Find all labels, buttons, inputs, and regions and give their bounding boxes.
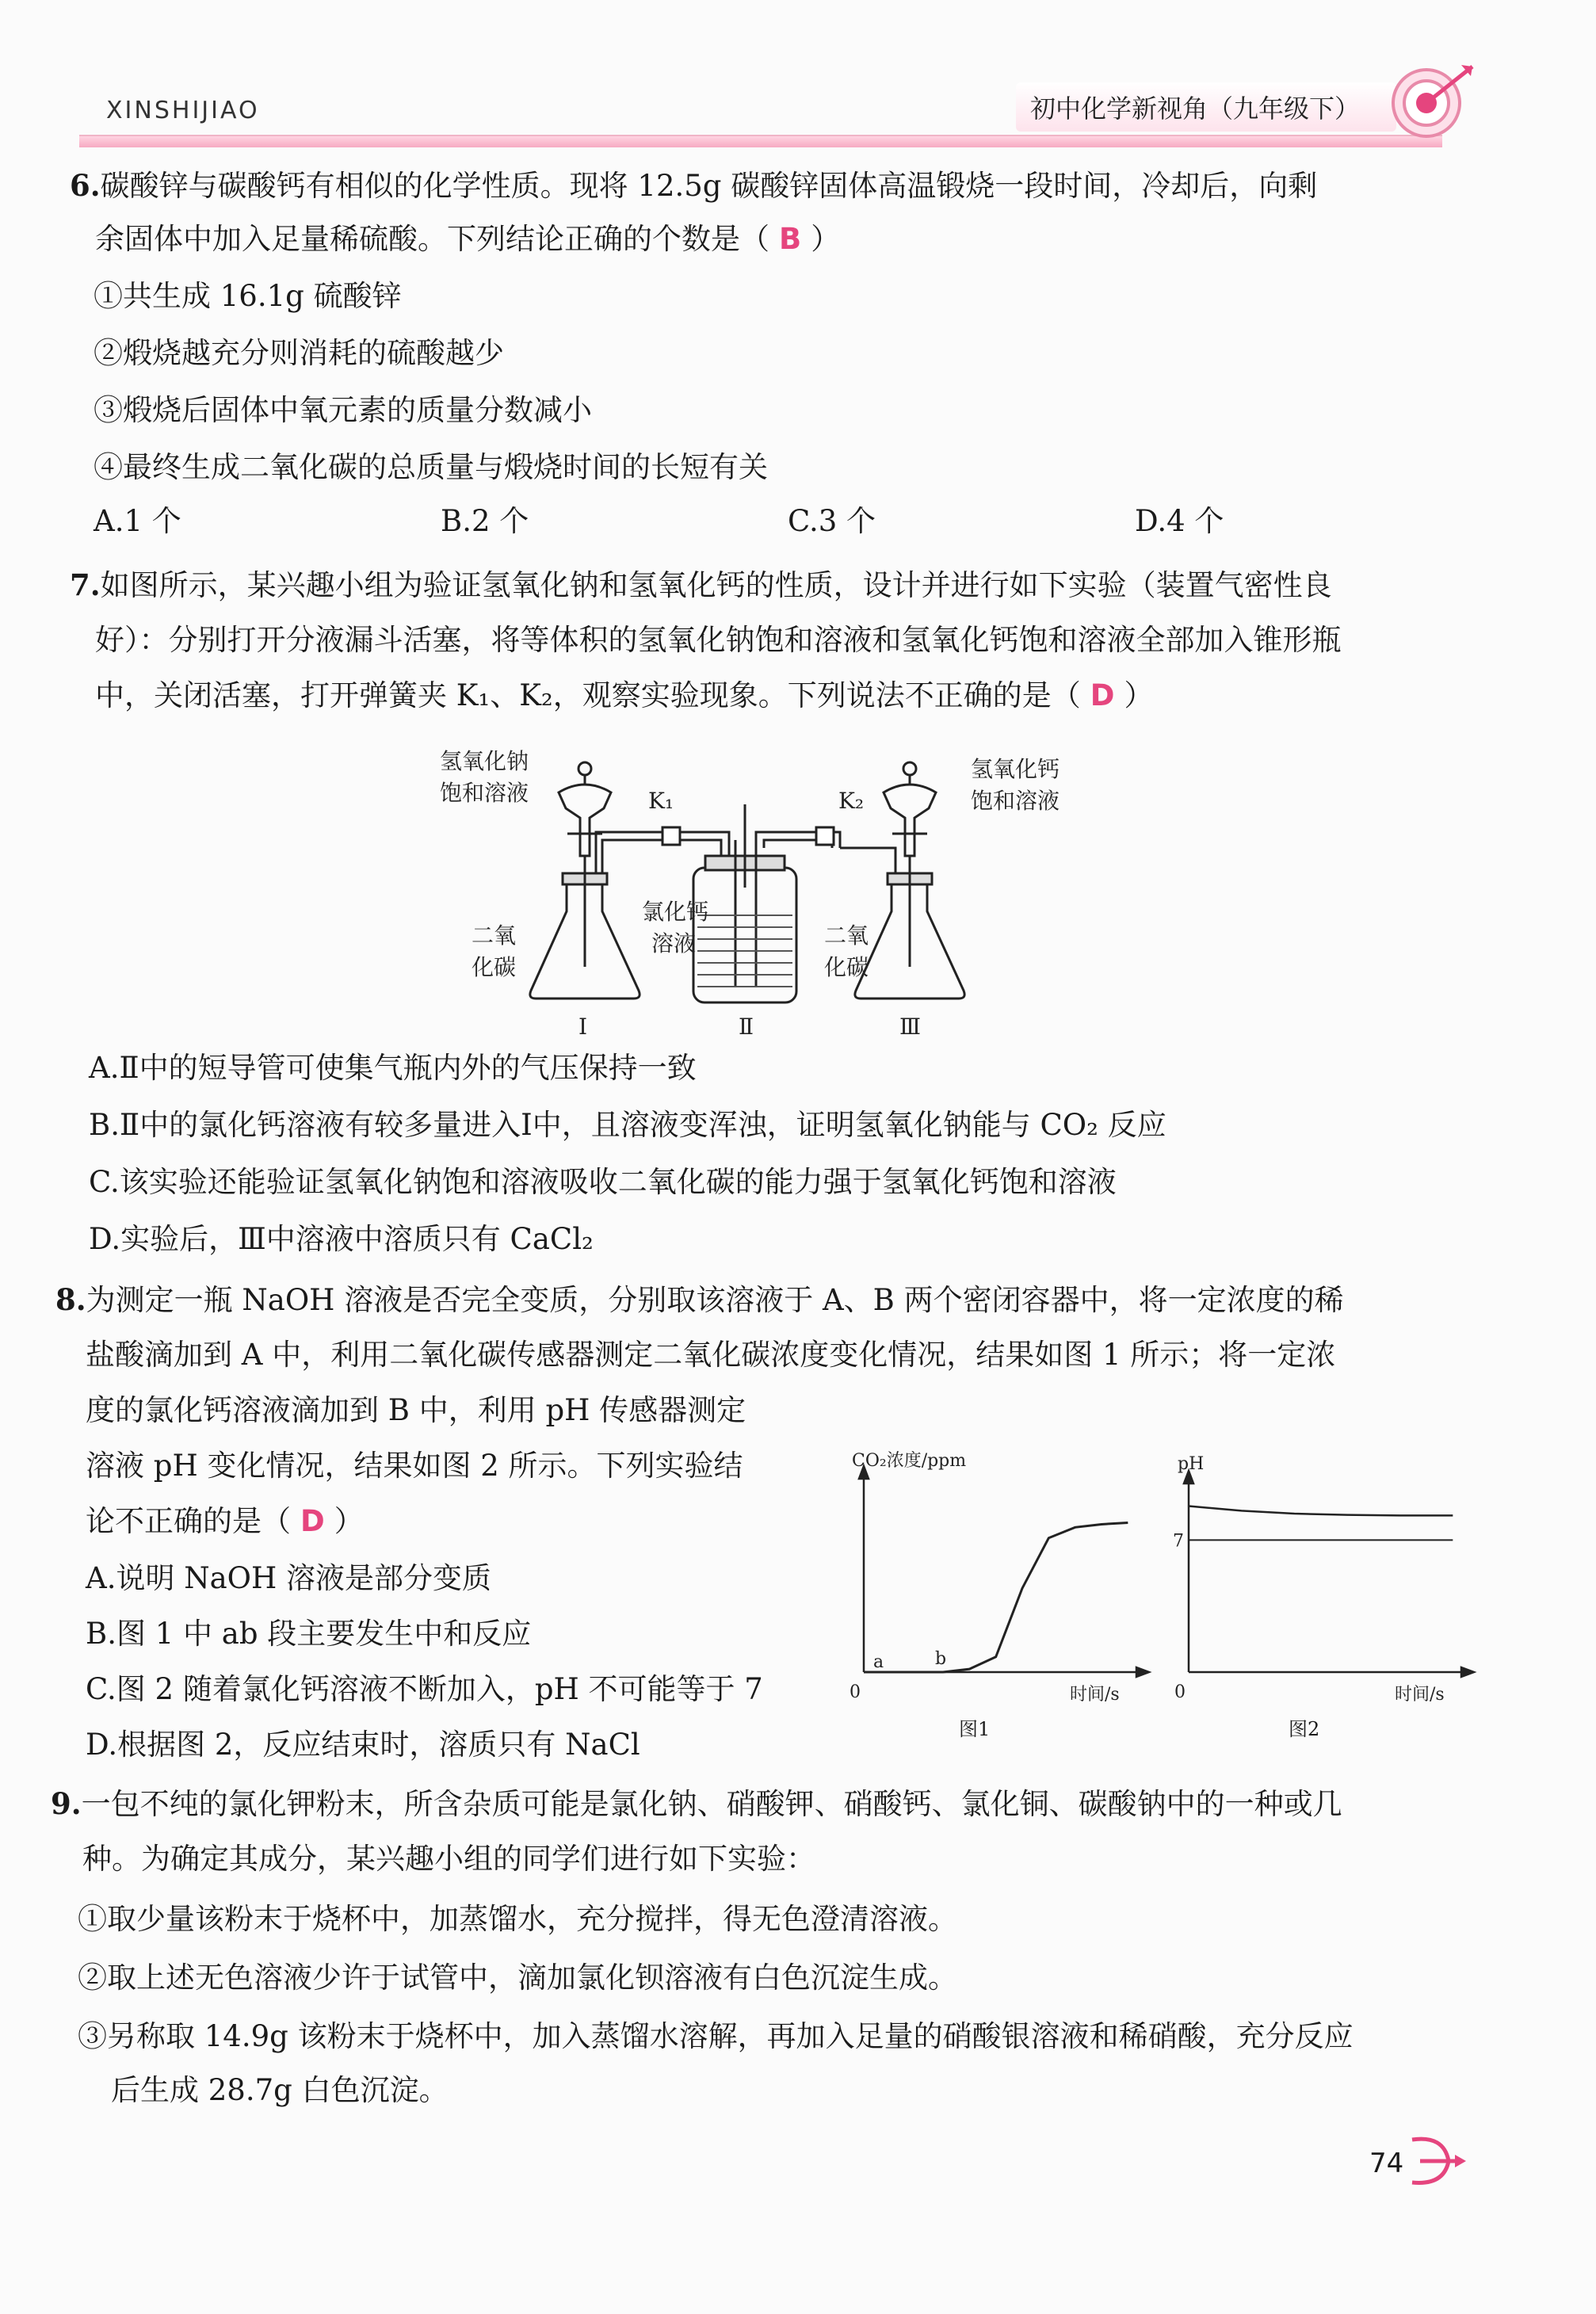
q6-option-a: A.1 个 xyxy=(94,504,181,538)
q8-stem-text5: 论不正确的是（ xyxy=(86,1504,291,1538)
separatory-funnel-3 xyxy=(884,785,936,856)
label-k2: K₂ xyxy=(838,788,865,814)
chart-figure-2 xyxy=(1165,1450,1482,1712)
q6-close-paren: ） xyxy=(811,222,841,256)
q8-option-c: C.图 2 随着氯化钙溶液不断加入，pH 不可能等于 7 xyxy=(86,1672,763,1706)
q9-step-1: ①取少量该粉末于烧杯中，加蒸馏水，充分搅拌，得无色澄清溶液。 xyxy=(78,1902,957,1936)
q8-stem-line5 xyxy=(86,1504,364,1539)
q8-close-paren: ） xyxy=(334,1504,364,1538)
chart2-caption: 图2 xyxy=(1289,1718,1320,1740)
label-co2-left-line1: 二氧 xyxy=(472,922,517,949)
q7-close-paren: ） xyxy=(1124,678,1154,712)
q6-statement-4: ④最终生成二氧化碳的总质量与煅烧时间的长短有关 xyxy=(94,450,768,484)
q6-answer: B xyxy=(779,222,802,256)
q6-number: 6. xyxy=(70,168,101,203)
label-naoh-line1: 氢氧化钠 xyxy=(440,748,529,774)
q8-stem-line1 xyxy=(55,1282,1344,1318)
q7-stem-text1: 如图所示，某兴趣小组为验证氢氧化钠和氢氧化钙的性质，设计并进行如下实验（装置气密性良 xyxy=(100,568,1332,602)
chart1-point-b: b xyxy=(935,1649,947,1669)
q7-option-a: A.Ⅱ中的短导管可使集气瓶内外的气压保持一致 xyxy=(89,1051,697,1085)
q7-stem-line3 xyxy=(95,678,1153,713)
label-co2-right-line2: 化碳 xyxy=(824,954,869,980)
q6-option-b: B.2 个 xyxy=(441,504,529,538)
chart1-point-a: a xyxy=(873,1652,884,1672)
q7-apparatus-figure xyxy=(420,729,1181,1046)
label-naoh-line2: 饱和溶液 xyxy=(440,780,529,806)
q8-answer: D xyxy=(300,1504,325,1538)
q6-statement-2: ②煅烧越充分则消耗的硫酸越少 xyxy=(94,336,504,370)
header-series-name: XINSHIJIAO xyxy=(106,97,260,124)
q8-number: 8. xyxy=(55,1282,86,1317)
label-caoh-line1: 氢氧化钙 xyxy=(971,756,1060,782)
q7-stem-text3: 中，关闭活塞，打开弹簧夹 K₁、K₂，观察实验现象。下列说法不正确的是（ xyxy=(95,678,1081,712)
clip-k2 xyxy=(816,827,834,845)
chart2-x-arrow xyxy=(1461,1667,1474,1677)
gas-bottle-2 xyxy=(693,868,796,1002)
q7-answer: D xyxy=(1090,678,1115,712)
q7-stem-line1 xyxy=(70,567,1332,603)
target-logo-icon xyxy=(1379,52,1490,147)
q9-step-3b: 后生成 28.7g 白色沉淀。 xyxy=(111,2073,449,2107)
label-co2-left-line2: 化碳 xyxy=(472,954,517,980)
page-arrow-icon xyxy=(1404,2133,1468,2189)
chart2-ylabel: pH xyxy=(1178,1454,1205,1474)
q6-option-d: D.4 个 xyxy=(1135,504,1224,538)
q9-step-2: ②取上述无色溶液少许于试管中，滴加氯化钡溶液有白色沉淀生成。 xyxy=(78,1961,957,1995)
q7-option-c: C.该实验还能验证氢氧化钠饱和溶液吸收二氧化碳的能力强于氢氧化钙饱和溶液 xyxy=(89,1165,1117,1199)
header-bar xyxy=(79,135,1442,147)
clip-k1 xyxy=(662,827,680,845)
q8-stem-line2: 盐酸滴加到 A 中，利用二氧化碳传感器测定二氧化碳浓度变化情况，结果如图 1 所示；将一定浓 xyxy=(86,1338,1336,1372)
q6-statement-3: ③煅烧后固体中氧元素的质量分数减小 xyxy=(94,393,592,427)
chart2-xlabel: 时间/s xyxy=(1395,1685,1445,1705)
q6-statement-1: ①共生成 16.1g 硫酸锌 xyxy=(94,279,402,313)
q8-option-a: A.说明 NaOH 溶液是部分变质 xyxy=(86,1561,492,1595)
q8-option-d: D.根据图 2，反应结束时，溶质只有 NaCl xyxy=(86,1728,640,1762)
chart1-ylabel: CO₂浓度/ppm xyxy=(852,1451,967,1471)
q6-stem-text1: 碳酸锌与碳酸钙有相似的化学性质。现将 12.5g 碳酸锌固体高温锻烧一段时间，冷却后，向剩 xyxy=(100,169,1318,203)
chart2-origin: 0 xyxy=(1174,1682,1186,1702)
label-cacl2-line2: 溶液 xyxy=(651,930,697,957)
q7-option-b: B.Ⅱ中的氯化钙溶液有较多量进入Ⅰ中，且溶液变浑浊，证明氢氧化钠能与 CO₂ 反应 xyxy=(89,1108,1166,1142)
q9-step-3a: ③另称取 14.9g 该粉末于烧杯中，加入蒸馏水溶解，再加入足量的硝酸银溶液和稀硝酸，充分反应 xyxy=(78,2019,1354,2053)
q8-option-b: B.图 1 中 ab 段主要发生中和反应 xyxy=(86,1617,532,1651)
label-apparatus-2: Ⅱ xyxy=(739,1014,754,1040)
label-k1: K₁ xyxy=(648,788,674,814)
q9-stem-text1: 一包不纯的氯化钾粉末，所含杂质可能是氯化钠、硝酸钾、硝酸钙、氯化铜、碳酸钠中的一种或几 xyxy=(81,1787,1342,1821)
q9-stem-line1 xyxy=(51,1786,1342,1822)
q9-number: 9. xyxy=(51,1786,82,1821)
chart1-xlabel: 时间/s xyxy=(1070,1685,1120,1705)
q7-option-d: D.实验后，Ⅲ中溶液中溶质只有 CaCl₂ xyxy=(89,1222,594,1256)
q8-stem-line3: 度的氯化钙溶液滴加到 B 中，利用 pH 传感器测定 xyxy=(86,1393,746,1427)
q8-stem-text1: 为测定一瓶 NaOH 溶液是否完全变质，分别取该溶液于 A、B 两个密闭容器中，将一定浓度的稀 xyxy=(86,1283,1344,1317)
label-apparatus-3: Ⅲ xyxy=(899,1014,922,1040)
chart-figure-1 xyxy=(832,1442,1165,1712)
chart1-origin: 0 xyxy=(850,1682,861,1702)
q7-number: 7. xyxy=(70,567,101,602)
q8-stem-line4: 溶液 pH 变化情况，结果如图 2 所示。下列实验结 xyxy=(86,1449,743,1483)
chart1-curve xyxy=(864,1523,1128,1672)
label-caoh-line2: 饱和溶液 xyxy=(971,788,1060,814)
label-apparatus-1: Ⅰ xyxy=(578,1014,588,1040)
q6-stem-line2 xyxy=(95,222,840,257)
header-book-title: 初中化学新视角（九年级下） xyxy=(1030,94,1361,124)
q9-stem-line2: 种。为确定其成分，某兴趣小组的同学们进行如下实验： xyxy=(82,1842,815,1876)
chart2-ph-curve xyxy=(1189,1506,1453,1515)
chart1-caption: 图1 xyxy=(959,1718,991,1740)
page-number: 74 xyxy=(1369,2148,1404,2179)
q6-stem-line1 xyxy=(70,168,1317,204)
label-co2-right-line1: 二氧 xyxy=(824,922,869,949)
chart1-x-arrow xyxy=(1136,1667,1149,1677)
q6-option-c: C.3 个 xyxy=(788,504,876,538)
q6-stem-text2: 余固体中加入足量稀硫酸。下列结论正确的个数是（ xyxy=(95,222,769,256)
q7-stem-line2: 好）：分别打开分液漏斗活塞，将等体积的氢氧化钠饱和溶液和氢氧化钙饱和溶液全部加入锥形瓶 xyxy=(95,623,1342,657)
chart2-ytick-7: 7 xyxy=(1173,1531,1184,1552)
label-cacl2-line1: 氯化钙 xyxy=(642,899,709,925)
